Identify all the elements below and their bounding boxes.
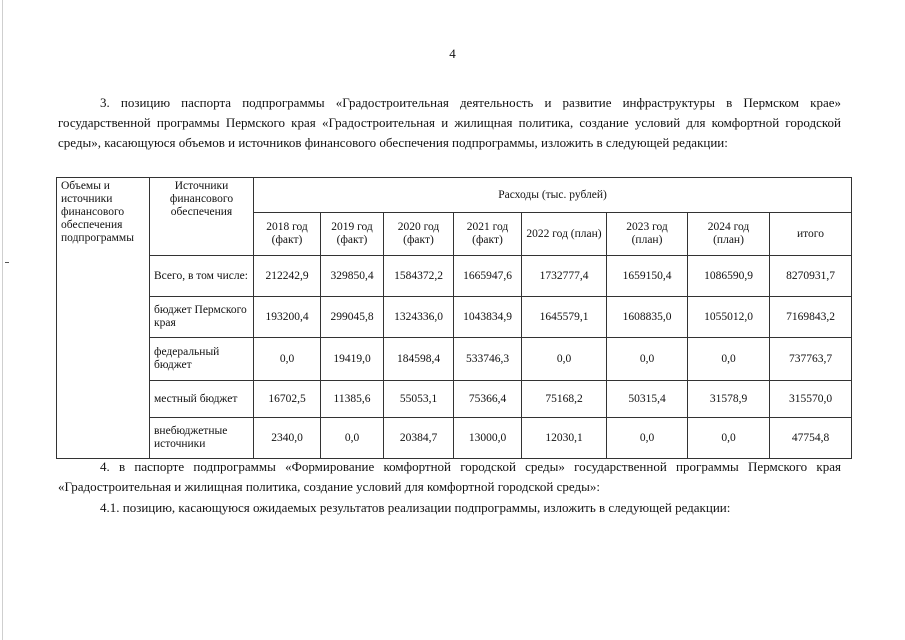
expenses-header-cell: Расходы (тыс. рублей) <box>254 178 852 213</box>
table-cell: 533746,3 <box>454 338 522 381</box>
header-row-1 <box>57 178 852 213</box>
table-cell: 0,0 <box>522 338 607 381</box>
page-number: 4 <box>449 46 456 61</box>
table-cell: 75168,2 <box>522 381 607 418</box>
year-header: 2021 год (факт) <box>454 213 522 256</box>
year-header: 2019 год (факт) <box>321 213 384 256</box>
table-cell: 0,0 <box>254 338 321 381</box>
row-label: внебюджетные источники <box>150 418 254 459</box>
table-cell: 31578,9 <box>688 381 770 418</box>
table-cell: 8270931,7 <box>770 256 852 297</box>
year-header: 2018 год (факт) <box>254 213 321 256</box>
table-cell: 1324336,0 <box>384 297 454 338</box>
table-cell: 0,0 <box>607 338 688 381</box>
table-row <box>57 256 852 297</box>
table-cell: 1732777,4 <box>522 256 607 297</box>
table-cell: 0,0 <box>688 338 770 381</box>
table-row <box>57 297 852 338</box>
table-row <box>57 338 852 381</box>
table-cell: 19419,0 <box>321 338 384 381</box>
table-cell: 315570,0 <box>770 381 852 418</box>
table-cell: 1608835,0 <box>607 297 688 338</box>
paragraph-4: 4. в паспорте подпрограммы «Формирование комфортной городской среды» государственной программы Пермского края «Градостроительная и жилищная политика, создание условий для комфортной городской среды»: <box>58 459 841 494</box>
table-cell: 0,0 <box>607 418 688 459</box>
paragraph-3: 3. позицию паспорта подпрограммы «Градостроительная деятельность и развитие инфраструктуры в Пермском крае» государственной программы Пермского края «Градостроительная и жилищная политика, создание условий для комфортной городской среды», касающуюся объемов и источников финансового обеспечения подпрограммы, изложить в следующей редакции: <box>58 95 841 150</box>
table-cell: 1659150,4 <box>607 256 688 297</box>
table-cell: 12030,1 <box>522 418 607 459</box>
year-header: 2023 год (план) <box>607 213 688 256</box>
table-cell: 193200,4 <box>254 297 321 338</box>
financing-table <box>56 177 852 459</box>
row-label: федеральный бюджет <box>150 338 254 381</box>
table-row <box>57 381 852 418</box>
year-header: 2024 год (план) <box>688 213 770 256</box>
table-cell: 1665947,6 <box>454 256 522 297</box>
table-cell: 1645579,1 <box>522 297 607 338</box>
scan-edge-line <box>2 0 3 640</box>
table-cell: 1043834,9 <box>454 297 522 338</box>
table-cell: 7169843,2 <box>770 297 852 338</box>
table-cell: 2340,0 <box>254 418 321 459</box>
table-cell: 50315,4 <box>607 381 688 418</box>
source-header-cell: Источники финансового обеспечения <box>150 178 254 256</box>
scan-mark <box>5 262 9 263</box>
table-row <box>57 418 852 459</box>
table-cell: 55053,1 <box>384 381 454 418</box>
table-cell: 737763,7 <box>770 338 852 381</box>
row-label: бюджет Пермского края <box>150 297 254 338</box>
table-cell: 184598,4 <box>384 338 454 381</box>
table-cell: 47754,8 <box>770 418 852 459</box>
table-cell: 1584372,2 <box>384 256 454 297</box>
table-cell: 329850,4 <box>321 256 384 297</box>
table-cell: 13000,0 <box>454 418 522 459</box>
table-cell: 1055012,0 <box>688 297 770 338</box>
row-label: местный бюджет <box>150 381 254 418</box>
table-cell: 75366,4 <box>454 381 522 418</box>
table-cell: 299045,8 <box>321 297 384 338</box>
table-cell: 11385,6 <box>321 381 384 418</box>
year-header: 2020 год (факт) <box>384 213 454 256</box>
table-cell: 16702,5 <box>254 381 321 418</box>
table-cell: 0,0 <box>688 418 770 459</box>
table-cell: 0,0 <box>321 418 384 459</box>
row-label: Всего, в том числе: <box>150 256 254 297</box>
table-cell: 20384,7 <box>384 418 454 459</box>
total-header: итого <box>770 213 852 256</box>
objem-label-cell: Объемы и источники финансового обеспечения подпрограммы <box>57 178 150 459</box>
paragraph-4-1: 4.1. позицию, касающуюся ожидаемых результатов реализации подпрограммы, изложить в следующей редакции: <box>100 500 731 515</box>
table-cell: 212242,9 <box>254 256 321 297</box>
year-header: 2022 год (план) <box>522 213 607 256</box>
table-cell: 1086590,9 <box>688 256 770 297</box>
